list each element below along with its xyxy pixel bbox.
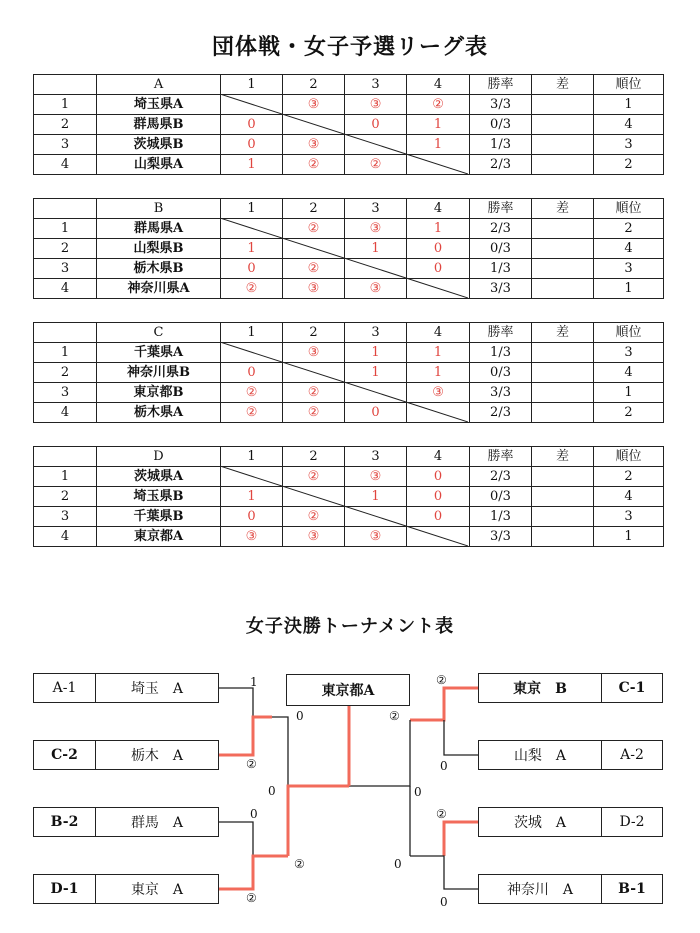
match-score: 0	[250, 807, 258, 821]
result-cell: 0	[407, 507, 470, 527]
rank: 1	[594, 383, 664, 403]
team-name: 神奈川 A	[478, 874, 602, 904]
result-cell: ③	[345, 527, 407, 547]
seed-label: D-2	[601, 807, 663, 837]
result-cell: ③	[345, 219, 407, 239]
rank: 1	[594, 279, 664, 299]
team-name: 山梨県B	[97, 239, 221, 259]
win-rate: 3/3	[470, 279, 532, 299]
win-rate: 2/3	[470, 155, 532, 175]
row-number: 4	[34, 403, 97, 423]
seed-label: B-2	[33, 807, 96, 837]
win-rate: 3/3	[470, 95, 532, 115]
team-name: 東京都B	[97, 383, 221, 403]
result-cell: 0	[221, 363, 283, 383]
team-name: 栃木県A	[97, 403, 221, 423]
rank: 4	[594, 487, 664, 507]
result-cell: 0	[221, 259, 283, 279]
win-rate: 1/3	[470, 507, 532, 527]
left-match2-lines	[218, 822, 253, 856]
col-header: 勝率	[470, 75, 532, 95]
win-rate: 0/3	[470, 115, 532, 135]
rank: 3	[594, 259, 664, 279]
col-header: 差	[532, 323, 594, 343]
col-header: 差	[532, 75, 594, 95]
final-score: ②	[389, 709, 400, 723]
col-header: 1	[221, 75, 283, 95]
row-number: 2	[34, 239, 97, 259]
col-header: 3	[345, 199, 407, 219]
result-cell: ③	[283, 279, 345, 299]
final-score: 0	[296, 709, 304, 723]
right-match1-lines	[444, 720, 478, 755]
result-cell: 0	[345, 403, 407, 423]
team-name: 栃木 A	[95, 740, 219, 770]
group-label: A	[97, 75, 221, 95]
row-number: 3	[34, 383, 97, 403]
result-cell: ②	[283, 467, 345, 487]
col-header: 1	[221, 447, 283, 467]
result-cell: ③	[345, 279, 407, 299]
win-rate: 2/3	[470, 467, 532, 487]
col-header: 順位	[594, 323, 664, 343]
win-rate: 3/3	[470, 527, 532, 547]
row-number: 3	[34, 507, 97, 527]
col-header: 4	[407, 199, 470, 219]
result-cell: ③	[345, 95, 407, 115]
win-rate: 2/3	[470, 403, 532, 423]
result-cell: 0	[221, 507, 283, 527]
result-cell: 0	[407, 467, 470, 487]
row-number: 4	[34, 155, 97, 175]
rank: 2	[594, 155, 664, 175]
champion-box: 東京都A	[286, 674, 410, 706]
result-cell: 1	[221, 239, 283, 259]
col-header: 2	[283, 199, 345, 219]
result-cell: 1	[345, 363, 407, 383]
semi-score: 0	[394, 857, 402, 871]
result-cell: 0	[407, 259, 470, 279]
col-header: 3	[345, 75, 407, 95]
group-label: D	[97, 447, 221, 467]
result-cell: ②	[283, 507, 345, 527]
result-cell: 1	[407, 135, 470, 155]
result-cell: 1	[407, 219, 470, 239]
row-number: 4	[34, 527, 97, 547]
result-cell: ③	[221, 527, 283, 547]
col-header: 順位	[594, 447, 664, 467]
col-header: 順位	[594, 199, 664, 219]
result-cell: 0	[221, 135, 283, 155]
col-header: 4	[407, 75, 470, 95]
result-cell: ③	[407, 383, 470, 403]
semi-score: 0	[268, 784, 276, 798]
result-cell: ②	[283, 155, 345, 175]
result-cell: ②	[283, 219, 345, 239]
col-header: 3	[345, 447, 407, 467]
left-match2-winner	[218, 856, 288, 889]
row-number: 2	[34, 487, 97, 507]
team-name: 埼玉県A	[97, 95, 221, 115]
win-rate: 1/3	[470, 135, 532, 155]
col-header: 差	[532, 447, 594, 467]
seed-label: C-1	[601, 673, 663, 703]
team-name: 埼玉県B	[97, 487, 221, 507]
match-score: ②	[246, 757, 257, 771]
team-name: 東京都A	[97, 527, 221, 547]
result-cell: ②	[221, 279, 283, 299]
win-rate: 0/3	[470, 239, 532, 259]
tournament-title: 女子決勝トーナメント表	[245, 616, 455, 637]
row-number: 1	[34, 95, 97, 115]
win-rate: 0/3	[470, 363, 532, 383]
col-header: 2	[283, 75, 345, 95]
col-header: 差	[532, 199, 594, 219]
col-header: 勝率	[470, 323, 532, 343]
result-cell: ③	[283, 527, 345, 547]
team-name: 埼玉 A	[95, 673, 219, 703]
col-header: 2	[283, 323, 345, 343]
team-name: 茨城県B	[97, 135, 221, 155]
rank: 3	[594, 343, 664, 363]
win-rate: 2/3	[470, 219, 532, 239]
row-number: 2	[34, 115, 97, 135]
col-header: 3	[345, 323, 407, 343]
result-cell: ③	[345, 467, 407, 487]
match-score: 0	[440, 759, 448, 773]
rank: 1	[594, 527, 664, 547]
row-number: 1	[34, 343, 97, 363]
win-rate: 3/3	[470, 383, 532, 403]
team-name: 東京 A	[95, 874, 219, 904]
result-cell: 1	[345, 487, 407, 507]
result-cell: 0	[221, 115, 283, 135]
semi-score: 0	[414, 785, 422, 799]
rank: 2	[594, 467, 664, 487]
result-cell: ②	[221, 403, 283, 423]
result-cell: ②	[283, 259, 345, 279]
col-header: 1	[221, 199, 283, 219]
col-header: 1	[221, 323, 283, 343]
rank: 2	[594, 403, 664, 423]
left-semi-winner	[288, 786, 349, 856]
team-name: 茨城県A	[97, 467, 221, 487]
result-cell: ③	[283, 95, 345, 115]
col-header: 勝率	[470, 447, 532, 467]
match-score: ②	[436, 807, 447, 821]
result-cell: ②	[221, 383, 283, 403]
result-cell: 1	[345, 239, 407, 259]
match-score: ②	[436, 673, 447, 687]
row-number: 1	[34, 467, 97, 487]
team-name: 千葉県B	[97, 507, 221, 527]
row-number: 3	[34, 135, 97, 155]
row-number: 3	[34, 259, 97, 279]
row-number: 1	[34, 219, 97, 239]
col-header: 4	[407, 447, 470, 467]
team-name: 千葉県A	[97, 343, 221, 363]
team-name: 群馬 A	[95, 807, 219, 837]
rank: 2	[594, 219, 664, 239]
team-name: 神奈川県A	[97, 279, 221, 299]
win-rate: 1/3	[470, 343, 532, 363]
result-cell: ②	[283, 403, 345, 423]
result-cell: 1	[407, 115, 470, 135]
semi-score: ②	[294, 857, 305, 871]
result-cell: 0	[407, 239, 470, 259]
page-title: 団体戦・女子予選リーグ表	[211, 34, 488, 60]
right-match1-winner	[410, 688, 478, 720]
team-name: 山梨県A	[97, 155, 221, 175]
team-name: 群馬県B	[97, 115, 221, 135]
rank: 3	[594, 135, 664, 155]
col-header: 勝率	[470, 199, 532, 219]
seed-label: A-1	[33, 673, 96, 703]
left-semi-lines	[272, 717, 288, 786]
team-name: 群馬県A	[97, 219, 221, 239]
right-match2-lines	[410, 856, 478, 889]
rank: 4	[594, 239, 664, 259]
result-cell: ②	[345, 155, 407, 175]
match-score: 0	[440, 895, 448, 909]
result-cell: 1	[407, 363, 470, 383]
rank: 4	[594, 115, 664, 135]
right-match2-winner	[444, 822, 478, 856]
row-number: 2	[34, 363, 97, 383]
result-cell: ③	[283, 135, 345, 155]
left-match1-winner	[218, 717, 272, 755]
result-cell: 0	[345, 115, 407, 135]
left-match1-lines	[218, 688, 253, 717]
col-header: 順位	[594, 75, 664, 95]
group-label: B	[97, 199, 221, 219]
team-name: 山梨 A	[478, 740, 602, 770]
match-score: 1	[250, 675, 258, 689]
col-header: 2	[283, 447, 345, 467]
team-name: 栃木県B	[97, 259, 221, 279]
match-score: ②	[246, 891, 257, 905]
team-name: 神奈川県B	[97, 363, 221, 383]
seed-label: A-2	[601, 740, 663, 770]
result-cell: 1	[407, 343, 470, 363]
team-name: 茨城 A	[478, 807, 602, 837]
team-name: 東京 B	[478, 673, 602, 703]
right-semi-lines	[349, 720, 410, 786]
result-cell: ③	[283, 343, 345, 363]
group-label: C	[97, 323, 221, 343]
row-number: 4	[34, 279, 97, 299]
result-cell: 0	[407, 487, 470, 507]
col-header: 4	[407, 323, 470, 343]
win-rate: 0/3	[470, 487, 532, 507]
result-cell: 1	[221, 487, 283, 507]
rank: 4	[594, 363, 664, 383]
result-cell: ②	[407, 95, 470, 115]
result-cell: 1	[345, 343, 407, 363]
seed-label: D-1	[33, 874, 96, 904]
result-cell: 1	[221, 155, 283, 175]
rank: 1	[594, 95, 664, 115]
rank: 3	[594, 507, 664, 527]
seed-label: C-2	[33, 740, 96, 770]
result-cell: ②	[283, 383, 345, 403]
seed-label: B-1	[601, 874, 663, 904]
win-rate: 1/3	[470, 259, 532, 279]
